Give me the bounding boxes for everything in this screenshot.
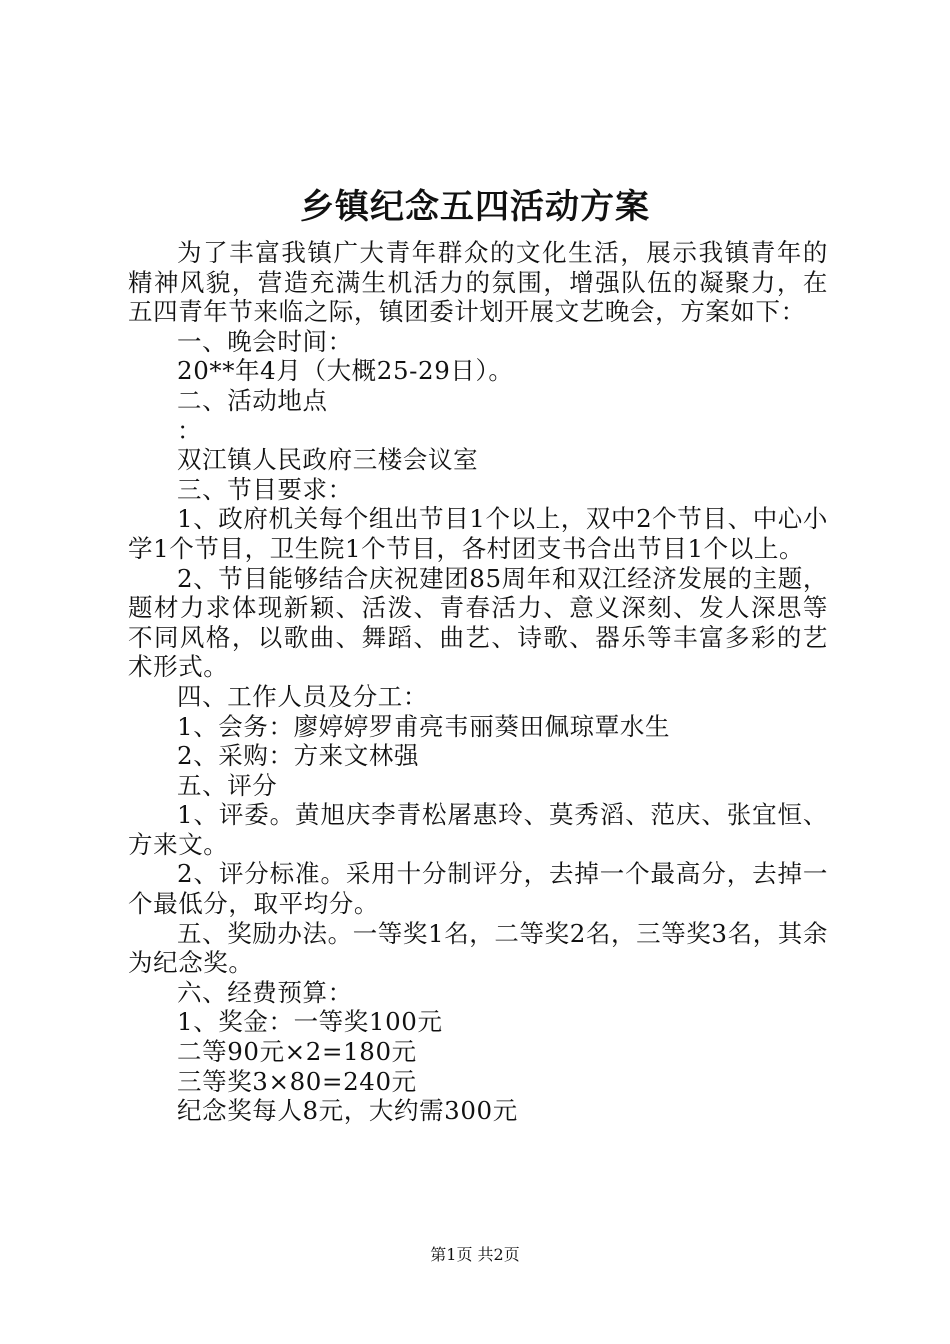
section-heading-time: 一、晚会时间： [177,326,353,356]
page-footer: 第1页 共2页 [430,1245,520,1264]
staff-affairs: 1、会务：廖婷婷罗甫亮韦丽葵田佩琼覃水生 [177,711,671,741]
document-body [128,238,828,1126]
staff-purchasing: 2、采购：方来文林强 [177,741,420,771]
event-time: 20**年4月（大概25-29日）。 [177,356,514,386]
document-title: 乡镇纪念五四活动方案 [300,187,650,227]
scoring-standard: 2、评分标准。采用十分制评分，去掉一个最高分，去掉一个最低分，取平均分。 [128,859,828,919]
section-heading-scoring: 五、评分 [177,770,278,800]
budget-second-prize: 二等90元×2=180元 [177,1037,417,1067]
program-requirement-1: 1、政府机关每个组出节目1个以上，双中2个节目、中心小学1个节目，卫生院1个节目，各村团支书合出节目1个以上。 [128,504,828,563]
section-heading-staff: 四、工作人员及分工： [177,681,428,711]
program-requirement-2: 2、节目能够结合庆祝建团85周年和双江经济发展的主题，题材力求体现新颖、活泼、青春活力、意义深刻、发人深思等不同风格，以歌曲、舞蹈、曲艺、诗歌、器乐等丰富多彩的艺术形式。 [128,563,828,682]
section-heading-program: 三、节目要求： [177,474,353,504]
section-heading-location: 二、活动地点 [177,385,328,415]
budget-first-prize: 1、奖金：一等奖100元 [177,1007,443,1037]
budget-third-prize: 三等奖3×80=240元 [177,1066,417,1096]
scoring-judges: 1、评委。黄旭庆李青松屠惠玲、莫秀滔、范庆、张宜恒、方来文。 [128,800,828,859]
budget-commemorative: 纪念奖每人8元，大约需300元 [177,1096,518,1126]
section-heading-budget: 六、经费预算： [177,977,353,1007]
intro-paragraph: 为了丰富我镇广大青年群众的文化生活，展示我镇青年的精神风貌，营造充满生机活力的氛围，增强队伍的凝聚力，在五四青年节来临之际，镇团委计划开展文艺晚会，方案如下： [128,238,828,327]
location-colon: ： [177,415,203,445]
award-method: 五、奖励办法。一等奖1名，二等奖2名，三等奖3名，其余为纪念奖。 [128,918,828,978]
event-location: 双江镇人民政府三楼会议室 [177,445,479,475]
